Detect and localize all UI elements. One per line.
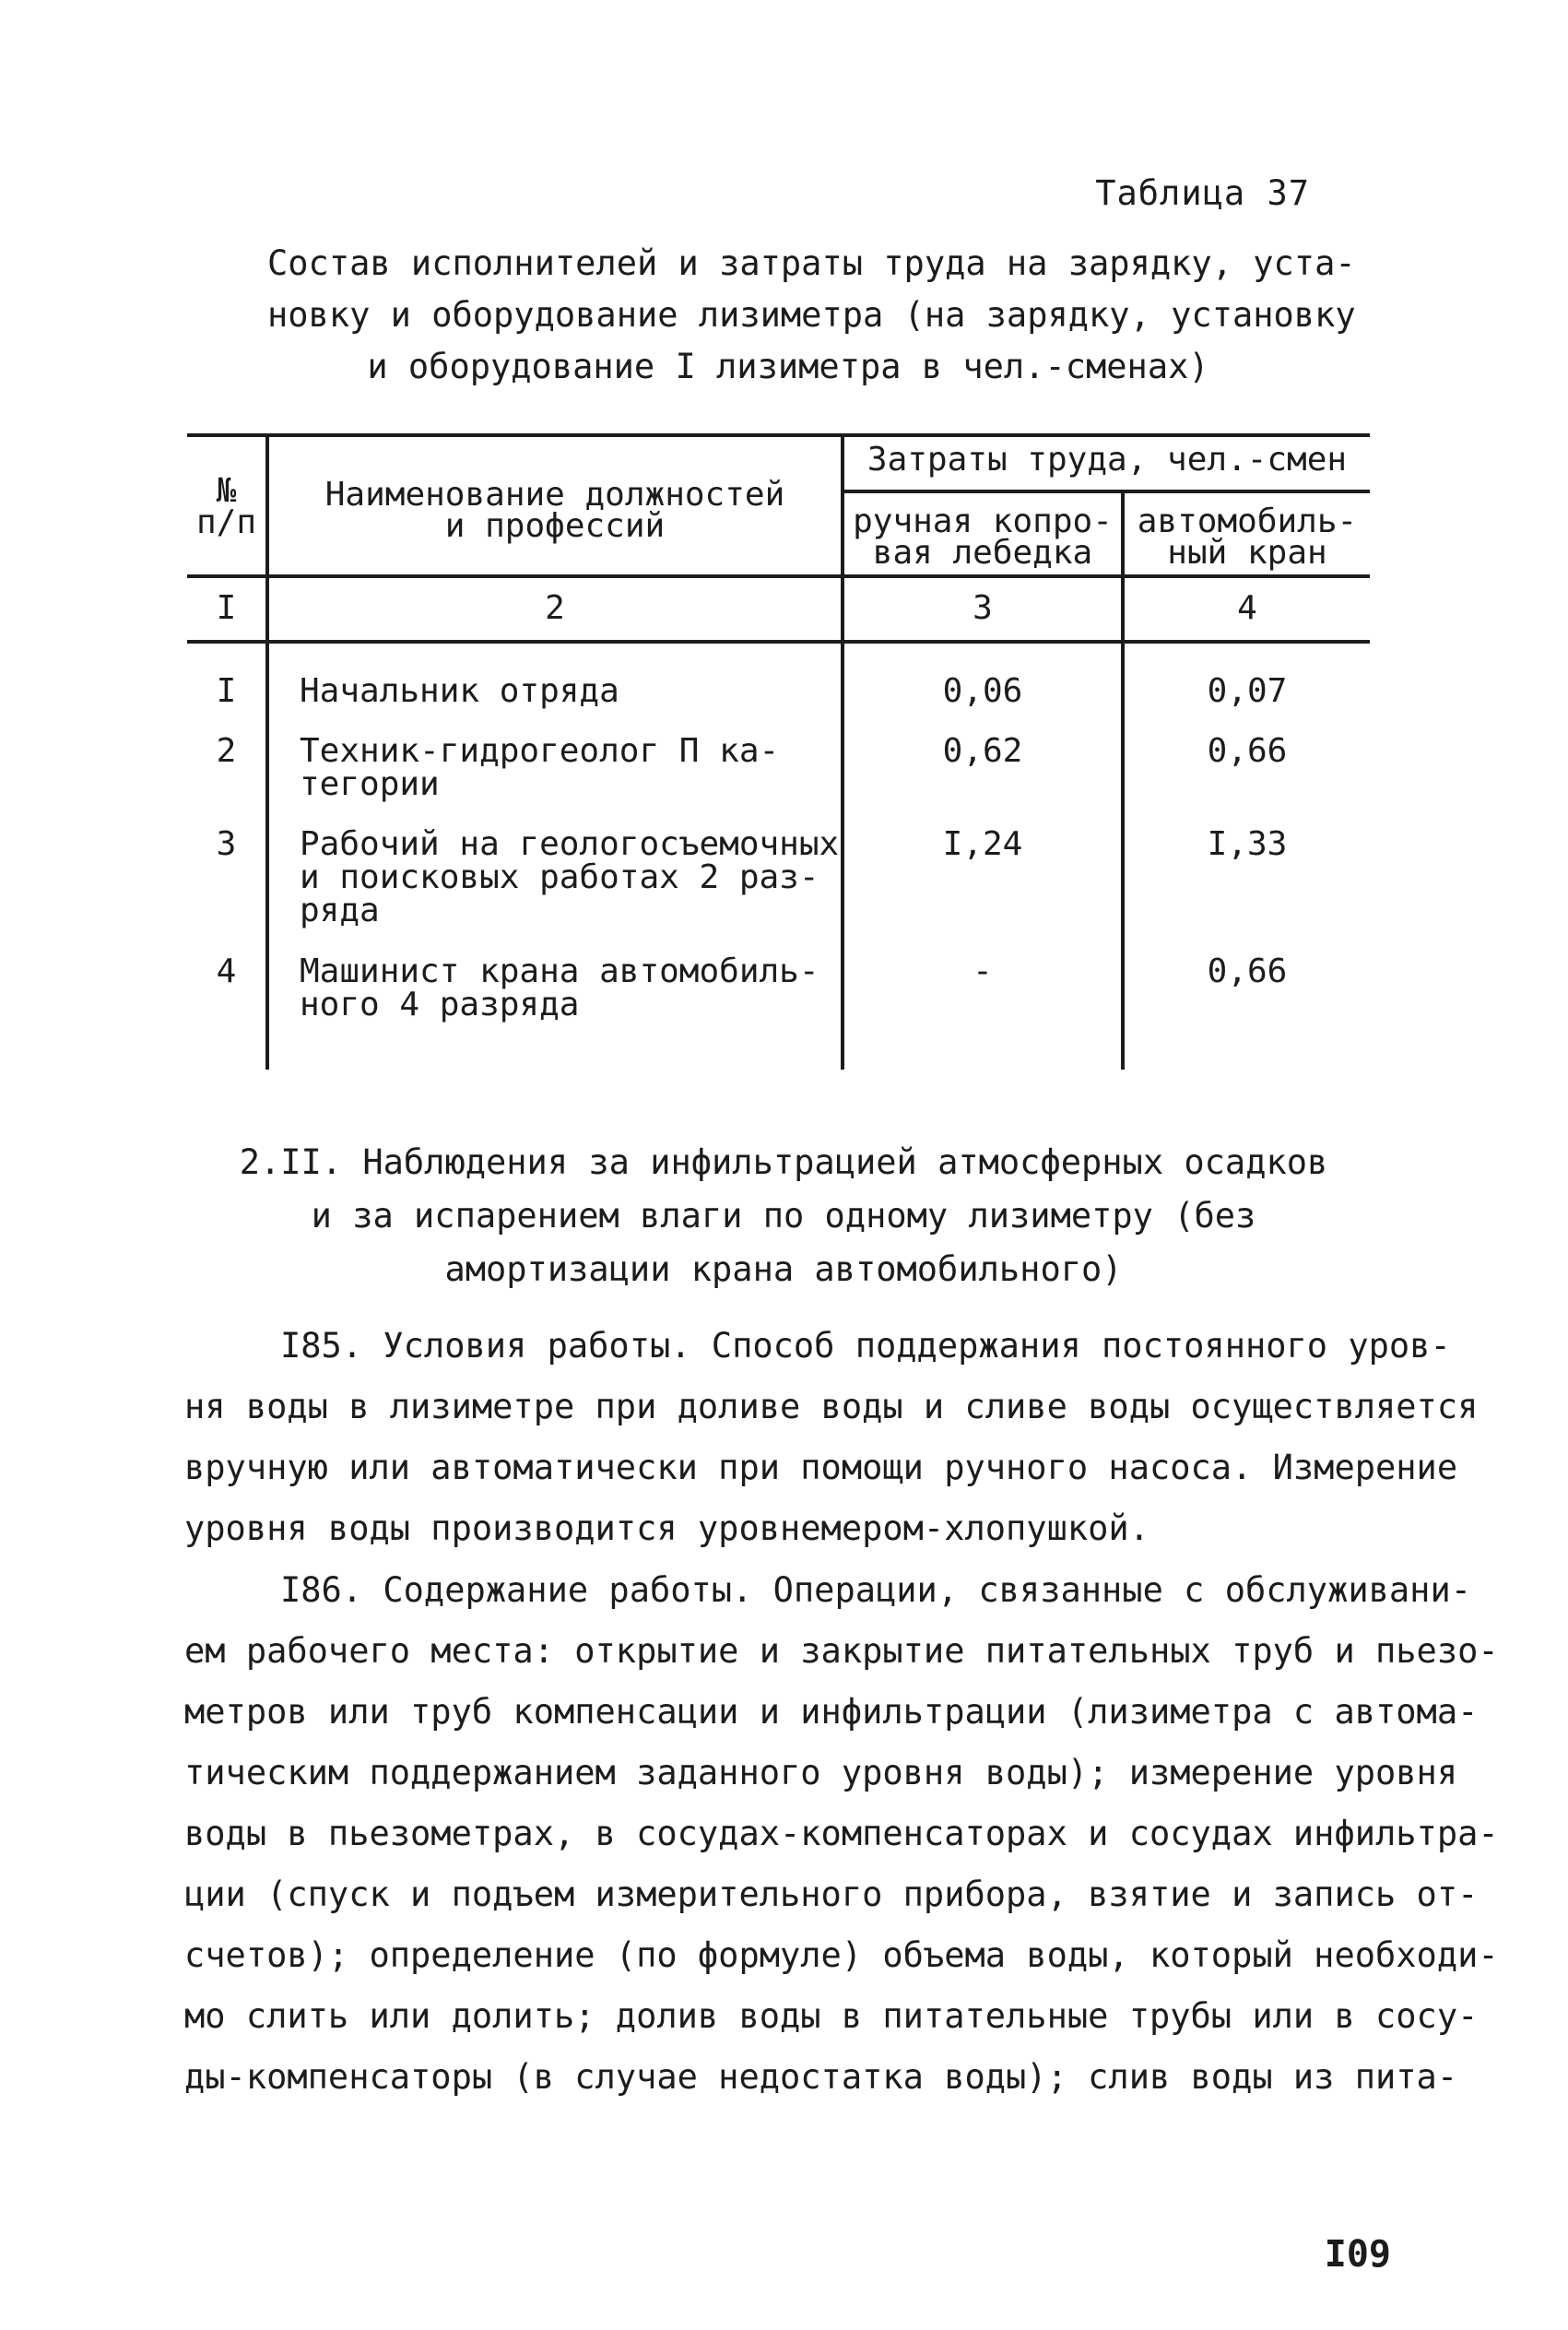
row-position: Начальник отряда [300, 672, 619, 710]
header-winch: ручная копро- вая лебедка [853, 503, 1113, 572]
row-winch-value: 0,06 [942, 672, 1023, 710]
row-num: 4 [216, 952, 237, 990]
row-crane-value: 0,07 [1207, 672, 1288, 710]
page-number: I09 [1324, 2233, 1391, 2276]
paragraph-line: I86. Содержание работы. Операции, связанные с обслуживани- [280, 1570, 1472, 1610]
paragraph-line: I85. Условия работы. Способ поддержания постоянного уров- [280, 1326, 1451, 1366]
header-name: Наименование должностей и профессий [324, 476, 785, 545]
paragraph-line: тическим поддержанием заданного уровня воды); измерение уровня [184, 1753, 1458, 1792]
row-position: Рабочий на геологосъемочных и поисковых работах 2 раз- ряда [300, 825, 840, 929]
colnum-3: 3 [973, 589, 993, 627]
row-position: Машинист крана автомобиль- ного 4 разряда [300, 952, 819, 1023]
row-num: 2 [216, 732, 237, 770]
header-cost-group: Затраты труда, чел.-смен [867, 441, 1348, 479]
paragraph-line: ции (спуск и подъем измерительного прибора, взятие и запись от- [184, 1875, 1479, 1914]
paragraph-line: ды-компенсаторы (в случае недостатка воды); слив воды из пита- [184, 2057, 1458, 2097]
header-num: № п/п [195, 472, 257, 541]
table-header-rule [187, 574, 1370, 578]
colnum-2: 2 [545, 589, 565, 627]
paragraph-line: уровня воды производится уровнемером-хлопушкой. [184, 1508, 1149, 1548]
paragraph-line: метров или труб компенсации и инфильтрации (лизиметра с автома- [184, 1692, 1479, 1732]
paragraph-line: ем рабочего места: открытие и закрытие питательных труб и пьезо- [184, 1631, 1499, 1671]
header-crane: автомобиль- ный кран [1137, 503, 1358, 572]
colnum-4: 4 [1237, 589, 1257, 627]
row-winch-value: - [973, 952, 993, 990]
row-num: I [216, 672, 237, 710]
labor-cost-table [187, 433, 1370, 1070]
row-position: Техник-гидрогеолог П ка- тегории [300, 732, 780, 803]
section-heading-line: 2.II. Наблюдения за инфильтрацией атмосферных осадков [239, 1142, 1328, 1182]
section-heading [221, 1136, 1346, 1296]
paragraph-line: вручную или автоматически при помощи ручного насоса. Измерение [184, 1448, 1458, 1487]
table-caption [267, 238, 1356, 393]
paragraph-185 [184, 1316, 1479, 1559]
row-crane-value: I,33 [1207, 825, 1288, 863]
caption-line: Состав исполнителей и затраты труда на зарядку, уста- [267, 243, 1356, 283]
row-winch-value: 0,62 [942, 732, 1023, 770]
paragraph-line: счетов); определение (по формуле) объема воды, который необходи- [184, 1935, 1499, 1975]
caption-line: новку и оборудование лизиметра (на зарядку, установку [267, 295, 1356, 335]
table-top-rule [187, 433, 1370, 437]
paragraph-186 [184, 1560, 1499, 2108]
paragraph-line: воды в пьезометрах, в сосудах-компенсаторах и сосудах инфильтра- [184, 1814, 1499, 1853]
row-crane-value: 0,66 [1207, 732, 1288, 770]
row-crane-value: 0,66 [1207, 952, 1288, 990]
paragraph-line: мо слить или долить; долив воды в питательные трубы или в сосу- [184, 1996, 1479, 2036]
colnum-1: I [216, 589, 237, 627]
row-num: 3 [216, 825, 237, 863]
section-heading-line: амортизации крана автомобильного) [444, 1249, 1123, 1289]
paragraph-line: ня воды в лизиметре при доливе воды и сливе воды осуществляется [184, 1387, 1479, 1426]
row-winch-value: I,24 [942, 825, 1023, 863]
table-label: Таблица 37 [1095, 173, 1310, 213]
section-heading-line: и за испарением влаги по одному лизиметру (без [311, 1196, 1256, 1236]
caption-line: и оборудование I лизиметра в чел.-сменах) [367, 347, 1209, 386]
subheader-rule [841, 490, 1370, 493]
table-colnum-rule [187, 640, 1370, 644]
